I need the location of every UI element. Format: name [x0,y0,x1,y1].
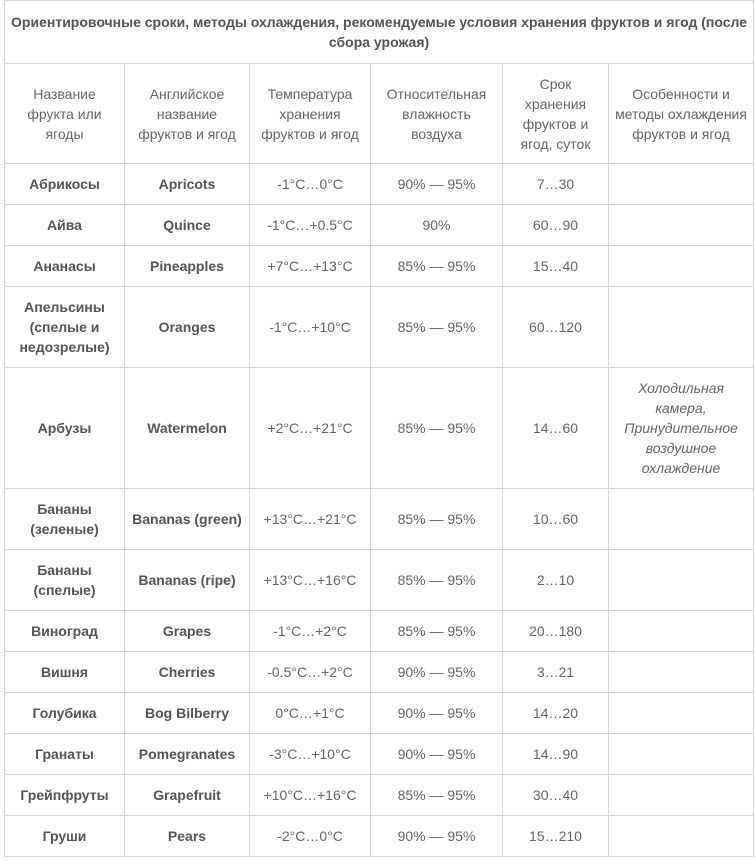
english-name: Quince [125,205,250,246]
term-cell: 30…40 [503,775,609,816]
humidity-cell: 85% — 95% [371,550,503,611]
temperature-cell: +10°C…+16°C [250,775,371,816]
header-row [5,64,754,164]
header-humidity: Относительная влажность воздуха [371,64,503,164]
header-english: Английское название фруктов и ягод [125,64,250,164]
term-cell: 60…120 [503,287,609,368]
term-cell: 14…60 [503,368,609,489]
fruit-name: Вишня [5,652,125,693]
temperature-cell: +7°C…+13°C [250,246,371,287]
notes-cell [609,164,754,205]
table-row [5,368,754,489]
humidity-cell: 90% — 95% [371,734,503,775]
notes-cell [609,611,754,652]
notes-cell [609,652,754,693]
english-name: Grapes [125,611,250,652]
term-cell: 15…210 [503,816,609,857]
fruit-name: Ананасы [5,246,125,287]
notes-cell [609,246,754,287]
table-row [5,734,754,775]
english-name: Bog Bilberry [125,693,250,734]
fruit-name: Апельсины (спелые и недозрелые) [5,287,125,368]
humidity-cell: 90% — 95% [371,652,503,693]
temperature-cell: -1°C…+10°C [250,287,371,368]
fruit-name: Бананы (спелые) [5,550,125,611]
temperature-cell: 0°C…+1°C [250,693,371,734]
header-notes: Особенности и методы охлаждения фруктов и ягод [609,64,754,164]
table-row [5,205,754,246]
humidity-cell: 85% — 95% [371,287,503,368]
fruit-name: Грейпфруты [5,775,125,816]
term-cell: 2…10 [503,550,609,611]
humidity-cell: 85% — 95% [371,368,503,489]
table-row [5,611,754,652]
temperature-cell: -1°C…+0.5°C [250,205,371,246]
english-name: Pomegranates [125,734,250,775]
english-name: Pineapples [125,246,250,287]
english-name: Apricots [125,164,250,205]
humidity-cell: 85% — 95% [371,246,503,287]
table-row [5,164,754,205]
term-cell: 15…40 [503,246,609,287]
notes-cell [609,734,754,775]
fruit-name: Гранаты [5,734,125,775]
header-name: Название фрукта или ягоды [5,64,125,164]
english-name: Grapefruit [125,775,250,816]
header-term: Срок хранения фруктов и ягод, суток [503,64,609,164]
fruit-name: Груши [5,816,125,857]
humidity-cell: 90% [371,205,503,246]
caption-row [5,1,754,64]
term-cell: 60…90 [503,205,609,246]
humidity-cell: 85% — 95% [371,611,503,652]
storage-table [4,0,754,857]
term-cell: 3…21 [503,652,609,693]
fruit-name: Айва [5,205,125,246]
humidity-cell: 90% — 95% [371,164,503,205]
term-cell: 7…30 [503,164,609,205]
notes-cell [609,693,754,734]
header-temperature: Температура хранения фруктов и ягод [250,64,371,164]
fruit-name: Арбузы [5,368,125,489]
english-name: Cherries [125,652,250,693]
fruit-name: Бананы (зеленые) [5,489,125,550]
english-name: Bananas (green) [125,489,250,550]
temperature-cell: +2°C…+21°C [250,368,371,489]
humidity-cell: 85% — 95% [371,775,503,816]
table-row [5,287,754,368]
table-row [5,693,754,734]
table-caption: Ориентировочные сроки, методы охлаждения, рекомендуемые условия хранения фруктов и ягод (после сбора урожая) [5,1,754,64]
table-row [5,652,754,693]
humidity-cell: 90% — 95% [371,816,503,857]
table-row [5,816,754,857]
english-name: Watermelon [125,368,250,489]
notes-cell [609,287,754,368]
table-row [5,775,754,816]
term-cell: 20…180 [503,611,609,652]
term-cell: 14…90 [503,734,609,775]
humidity-cell: 90% — 95% [371,693,503,734]
notes-cell [609,775,754,816]
temperature-cell: -2°C…0°C [250,816,371,857]
temperature-cell: -0.5°C…+2°C [250,652,371,693]
temperature-cell: +13°C…+21°C [250,489,371,550]
term-cell: 10…60 [503,489,609,550]
notes-cell [609,205,754,246]
humidity-cell: 85% — 95% [371,489,503,550]
temperature-cell: -3°C…+10°C [250,734,371,775]
fruit-name: Виноград [5,611,125,652]
term-cell: 14…20 [503,693,609,734]
english-name: Bananas (ripe) [125,550,250,611]
fruit-name: Голубика [5,693,125,734]
fruit-name: Абрикосы [5,164,125,205]
temperature-cell: +13°C…+16°C [250,550,371,611]
temperature-cell: -1°C…0°C [250,164,371,205]
temperature-cell: -1°C…+2°C [250,611,371,652]
english-name: Pears [125,816,250,857]
table-row [5,489,754,550]
english-name: Oranges [125,287,250,368]
notes-cell [609,489,754,550]
notes-cell [609,816,754,857]
notes-cell [609,550,754,611]
table-row [5,246,754,287]
table-row [5,550,754,611]
notes-cell: Холодильная камера, Принудительное воздушное охлаждение [609,368,754,489]
